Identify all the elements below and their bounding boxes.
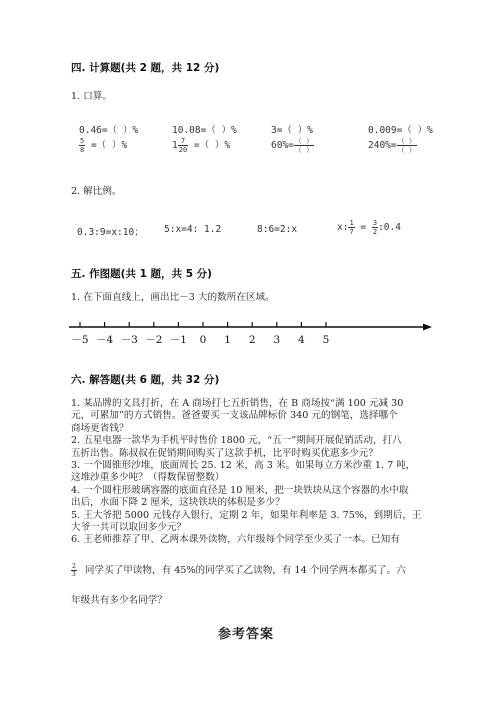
section5-heading: 五. 作图题(共 1 题，共 5 分): [71, 268, 212, 280]
problem-line: 2. 五星电器一款华为手机平时售价 1800 元，“五一”期间开展促销活动，打八: [71, 435, 402, 447]
calc-item: 10.08=（ ）%: [172, 125, 237, 136]
problem-line: 五折出售。陈叔叔在促销期间购买了这款手机，比平时购买优惠多少元？: [71, 447, 378, 459]
number-line-tick-label: －5: [71, 334, 89, 346]
ratio-item: 5:x=4: 1.2: [164, 224, 222, 235]
calc-item-frac-a: $\frac{5}{8}$ =（ ）%: [80, 137, 128, 154]
problem-list: [71, 398, 431, 547]
q5-1-text: 1. 在下面直线上，画出比－3 大的数所在区域。: [71, 292, 275, 303]
number-line-tick-label: －3: [120, 334, 138, 346]
number-line-tick-label: －1: [169, 334, 187, 346]
number-line-ticks: [71, 322, 329, 346]
problem-line: 6. 王老师推荐了甲、乙两本课外读物，六年级每个同学至少买了一本。已知有: [71, 534, 400, 546]
number-line: [66, 315, 436, 353]
fraction: $\frac{7}{20}$: [178, 137, 188, 154]
problem-line: 出后，水面下降 2 厘米，这块铁块的体积是多少？: [71, 497, 285, 509]
ratio-item: 0.3:9=x:10；: [77, 227, 144, 238]
fraction: $\frac{1}{7}$: [349, 219, 354, 236]
problem-line: 这堆沙重多少吨？（得数保留整数）: [71, 472, 225, 484]
q1-label: 1. 口算。: [71, 91, 112, 102]
problem6-line3: 年级共有多少名同学？: [71, 595, 167, 606]
number-line-tick-label: 1: [224, 334, 231, 346]
ratio-item-frac: x: $\frac{1}{7}$ = $\frac{3}{2}$ :0.4: [337, 219, 401, 236]
number-line-arrow-icon: [423, 324, 432, 331]
section4-heading: 四. 计算题(共 2 题，共 12 分): [71, 62, 220, 74]
number-line-tick-label: －4: [96, 334, 114, 346]
number-line-tick-label: －2: [145, 334, 163, 346]
calc-item: 0.009=（ ）%: [368, 125, 433, 136]
problem-line: 3. 一个圆锥形沙堆，底面周长 25. 12 米，高 3 米。如果每立方米沙重 1. 7 吨，: [71, 460, 416, 472]
fraction: $\frac{3}{2}$: [372, 219, 378, 236]
problem-line: 元，可累加”的方式销售。爸爸要买一支该品牌标价 340 元的钢笔，选择哪个: [71, 410, 398, 422]
problem-line: 大爷一共可以取回多少元？: [71, 522, 187, 534]
calc-item-frac-c: 60%= $\frac{( )}{( )}$: [271, 137, 314, 154]
calc-item: 0.46=（ ）%: [79, 125, 139, 136]
number-line-tick-label: 3: [273, 334, 281, 346]
ratio-item: 8:6=2:x: [257, 224, 298, 235]
problem-line: 1. 某品牌的文具打折，在 A 商场打七五折销售，在 B 商场按“满 100 元减 30: [71, 398, 404, 409]
number-line-tick-label: 2: [248, 334, 256, 346]
number-line-tick-label: 5: [322, 334, 330, 346]
problem-line: 5. 王大爷把 5000 元钱存入银行，定期 2 年，如果年利率是 3. 75%，到期后，王: [71, 509, 422, 521]
number-line-tick-label: 4: [298, 334, 305, 346]
fraction: $\frac{( )}{( )}$: [294, 137, 314, 154]
fraction: $\frac{2}{3}$: [72, 563, 76, 578]
calc-item: 3=（ ）%: [271, 125, 313, 136]
q2-label: 2. 解比例。: [71, 186, 122, 197]
calc-item-frac-b: 1 $\frac{7}{20}$ =（ ）%: [172, 137, 231, 154]
section6-heading: 六. 解答题(共 6 题，共 32 分): [71, 374, 220, 386]
calc-item-frac-d: 240%= $\frac{( )}{( )}$: [368, 137, 416, 154]
answer-title: 参考答案: [218, 627, 275, 642]
fraction: $\frac{( )}{( )}$: [397, 137, 416, 154]
number-line-tick-label: 0: [199, 334, 207, 346]
problem-line: 4. 一个圆柱形玻璃容器的底面直径是 10 厘米，把一块铁块从这个容器的水中取: [71, 484, 409, 496]
problem6-line2: $\frac{2}{3}$ 同学买了甲读物，有 45%的同学买了乙读物，有 14 个同学两本都买了。六: [72, 563, 406, 578]
fraction: $\frac{5}{8}$: [80, 137, 85, 154]
problem-line: 商场更省钱？: [71, 422, 129, 434]
